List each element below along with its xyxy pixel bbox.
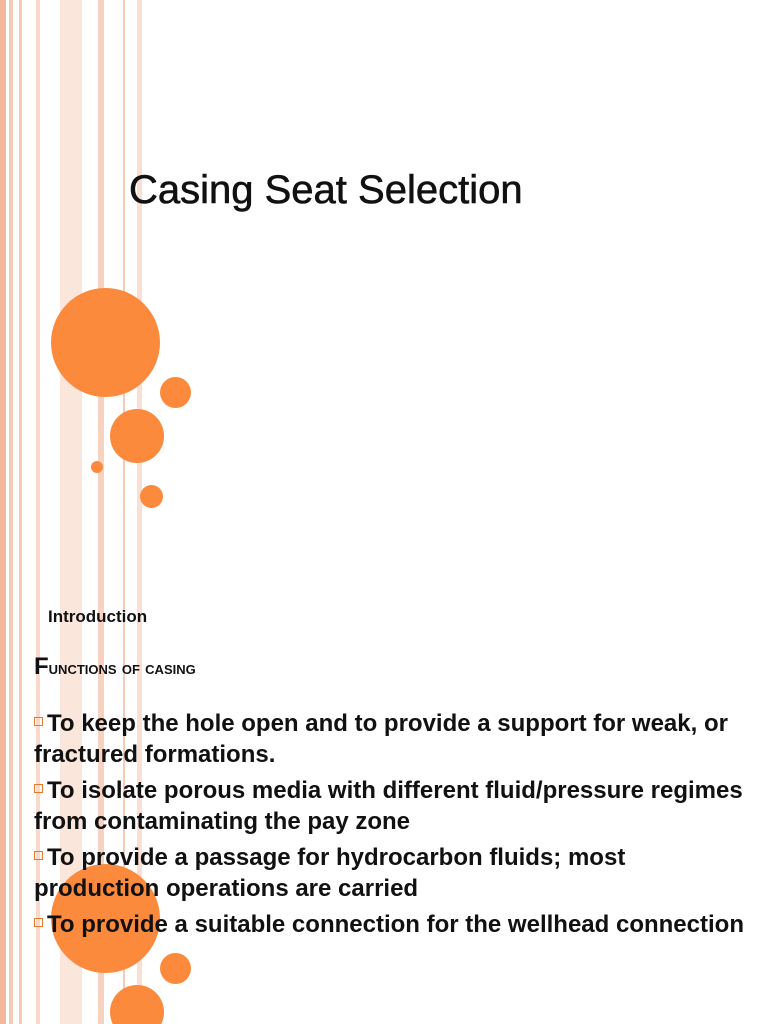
decorative-stripe — [0, 0, 6, 576]
decorative-stripe — [60, 0, 82, 576]
hollow-square-bullet-icon — [34, 851, 43, 860]
decorative-stripe — [123, 0, 125, 576]
list-item — [34, 909, 754, 940]
heading-initial: F — [34, 653, 49, 680]
decorative-circle — [51, 288, 160, 397]
section-label: Introduction — [48, 607, 148, 626]
bullet-text: To provide a passage for hydrocarbon fluids; most production operations are carried — [34, 844, 626, 902]
hollow-square-bullet-icon — [34, 717, 43, 726]
decorative-circle — [91, 461, 103, 473]
bullet-text: To isolate porous media with different fluid/pressure regimes from contaminating the pay zone — [34, 777, 743, 835]
decorative-circle — [160, 377, 191, 408]
slide-title: Casing Seat Selection — [129, 168, 523, 212]
introduction-slide — [0, 576, 768, 1024]
list-item — [34, 842, 754, 904]
bullet-text: To provide a suitable connection for the wellhead connection — [47, 911, 744, 938]
slide-heading — [34, 653, 196, 681]
list-item — [34, 775, 754, 837]
heading-rest: unctions of casing — [48, 658, 196, 679]
slide-content — [0, 576, 768, 1024]
decorative-stripe — [9, 0, 13, 576]
hollow-square-bullet-icon — [34, 918, 43, 927]
decorative-stripe — [36, 0, 40, 576]
hollow-square-bullet-icon — [34, 784, 43, 793]
decorative-stripe — [19, 0, 22, 576]
list-item — [34, 708, 754, 770]
bullet-list — [34, 708, 754, 945]
decorative-circle — [110, 409, 164, 463]
decorative-circle — [140, 485, 163, 508]
bullet-text: To keep the hole open and to provide a support for weak, or fractured formations. — [34, 710, 728, 768]
